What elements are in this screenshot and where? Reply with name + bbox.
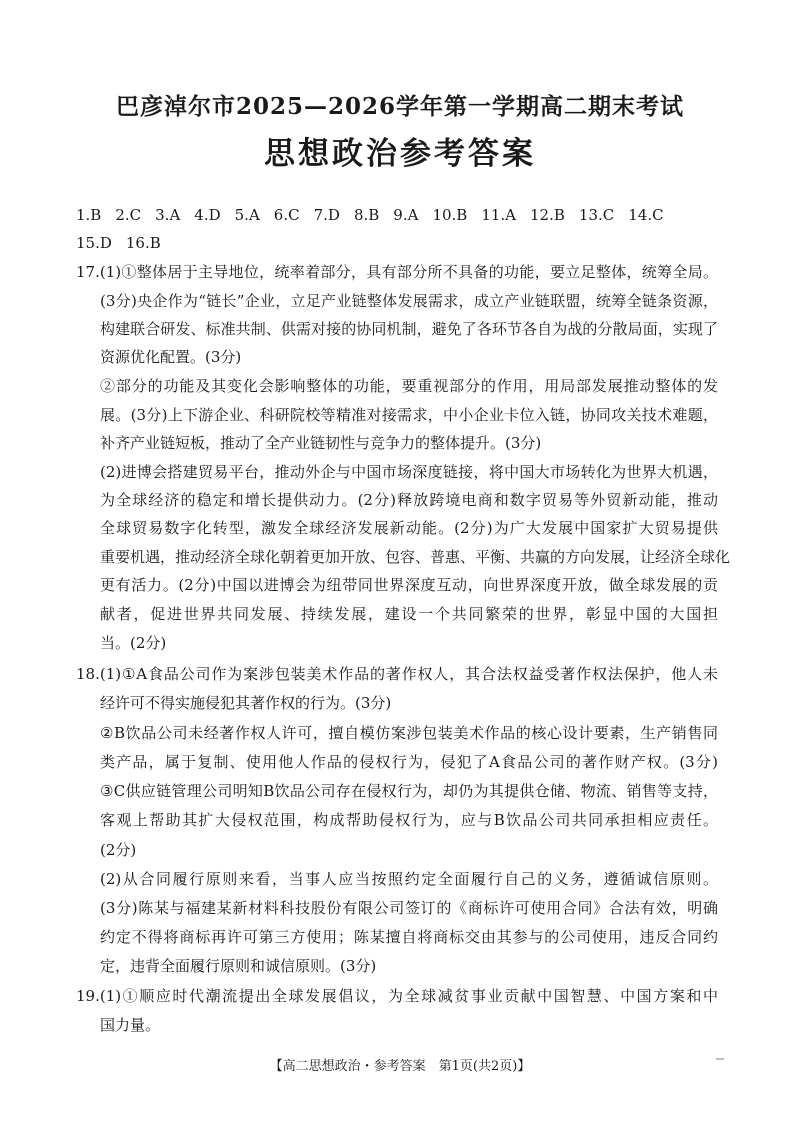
- answer-line: 国力量。: [100, 1016, 161, 1034]
- answer-line: 更有活力。(2分)中国以进博会为纽带同世界深度互动，向世界深度开放，做全球发展的贡: [100, 576, 718, 594]
- choice-answer: 5.A: [234, 206, 260, 224]
- answer-line: 定，违背全面履行原则和诚信原则。(3分): [100, 957, 377, 975]
- answer-line: 全球贸易数字化转型，激发全球经济发展新动能。(2分)为广大发展中国家扩大贸易提供: [100, 519, 718, 537]
- answer-line: 资源优化配置。(3分): [100, 348, 242, 366]
- answer-key-title: 思想政治参考答案: [264, 136, 536, 172]
- answer-line: 客观上帮助其扩大侵权范围，构成帮助侵权行为，应与B饮品公司共同承担相应责任。: [100, 811, 718, 829]
- answer-line: (3分)陈某与福建某新材料科技股份有限公司签订的《商标许可使用合同》合法有效，明确: [100, 899, 718, 917]
- answer-line: 18.(1)①A食品公司作为案涉包装美术作品的著作权人，其合法权益受著作权法保护，他人未: [76, 665, 718, 683]
- answer-line: (2)从合同履行原则来看，当事人应当按照约定全面履行自己的义务，遵循诚信原则。: [100, 870, 718, 888]
- answer-line: 献者，促进世界共同发展、持续发展，建设一个共同繁荣的世界，彰显中国的大国担: [100, 605, 718, 623]
- choice-answers-row-1: [76, 205, 718, 225]
- choice-answer: 12.B: [530, 206, 565, 224]
- choice-answer: 15.D: [76, 234, 112, 252]
- choice-answer: 3.A: [155, 206, 181, 224]
- answer-line: (2分): [100, 841, 137, 859]
- answer-line: 为全球经济的稳定和增长提供动力。(2分)释放跨境电商和数字贸易等外贸新动能，推动: [100, 491, 718, 509]
- answer-line: (3分)央企作为“链长”企业，立足产业链整体发展需求，成立产业链联盟，统筹全链条资源，: [100, 292, 718, 310]
- answer-line: 构建联合研发、标准共制、供需对接的协同机制，避免了各环节各自为战的分散局面，实现了: [100, 320, 718, 338]
- choice-answer: 4.D: [194, 206, 221, 224]
- choice-answer: 1.B: [76, 206, 102, 224]
- answer-line: 经许可不得实施侵犯其著作权的行为。(3分): [100, 694, 392, 712]
- choice-answers-row-2: [76, 233, 718, 253]
- choice-answer: 9.A: [393, 206, 419, 224]
- choice-answer: 11.A: [481, 206, 517, 224]
- answer-line: 当。(2分): [100, 634, 167, 652]
- answer-line: 类产品，属于复制、使用他人作品的侵权行为，侵犯了A食品公司的著作财产权。(3分): [100, 753, 718, 771]
- answer-line: (2)进博会搭建贸易平台，推动外企与中国市场深度链接，将中国大市场转化为世界大机遇，: [100, 463, 718, 481]
- answer-line: 17.(1)①整体居于主导地位，统率着部分，具有部分所不具备的功能，要立足整体，统筹全局。: [76, 263, 718, 281]
- choice-answer: 6.C: [273, 206, 300, 224]
- answer-line: 补齐产业链短板，推动了全产业链韧性与竞争力的整体提升。(3分): [100, 434, 542, 452]
- answer-line: 重要机遇，推动经济全球化朝着更加开放、包容、普惠、平衡、共赢的方向发展，让经济全球化: [100, 548, 731, 566]
- choice-answer: 8.B: [353, 206, 380, 224]
- answer-line: 约定不得将商标再许可第三方使用；陈某擅自将商标交由其参与的公司使用，违反合同约: [100, 928, 718, 946]
- answer-line: ②B饮品公司未经著作权人许可，擅自模仿案涉包装美术作品的核心设计要素，生产销售同: [100, 724, 718, 742]
- exam-title: 巴彦淖尔市2025—2026学年第一学期高二期末考试: [115, 93, 685, 120]
- choice-answer: 2.C: [115, 206, 142, 224]
- choice-answer: 7.D: [313, 206, 340, 224]
- answer-line: 19.(1)①顺应时代潮流提出全球发展倡议，为全球减贫事业贡献中国智慧、中国方案和中: [76, 987, 718, 1005]
- answer-line: 展。(3分)上下游企业、科研院校等精准对接需求，中小企业卡位入链，协同攻关技术难题，: [100, 406, 718, 424]
- choice-answer: 10.B: [432, 206, 468, 224]
- footer-mark: [716, 1058, 724, 1060]
- page-footer: 【高二思想政治・参考答案 第1页(共2页)】: [269, 1059, 531, 1074]
- choice-answer: 13.C: [578, 206, 615, 224]
- answer-line: ②部分的功能及其变化会影响整体的功能，要重视部分的作用，用局部发展推动整体的发: [100, 377, 718, 395]
- choice-answer: 16.B: [125, 234, 161, 252]
- choice-answer: 14.C: [628, 206, 664, 224]
- answer-line: ③C供应链管理公司明知B饮品公司存在侵权行为，却仍为其提供仓储、物流、销售等支持，: [100, 782, 718, 800]
